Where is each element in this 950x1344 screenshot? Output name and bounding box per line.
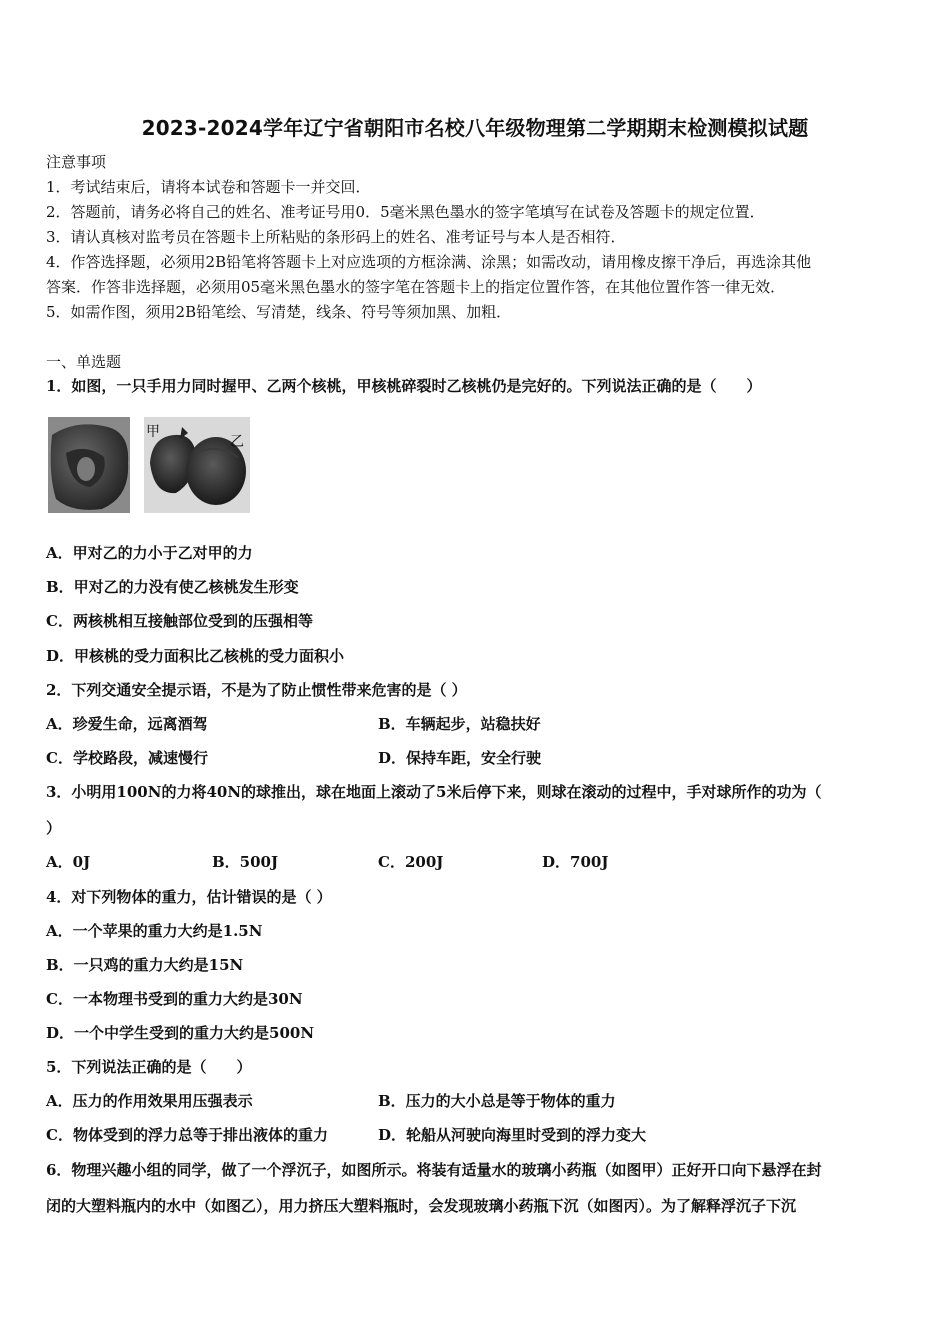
notice-item: 答案．作答非选择题，必须用05毫米黑色墨水的签字笔在答题卡上的指定位置作答，在其他位置作答一律无效． [46, 278, 786, 296]
q2-option-c: C．学校路段，减速慢行 [46, 749, 208, 767]
q4-option-b: B．一只鸡的重力大约是15N [46, 956, 244, 974]
question-3-stem-cont: ） [46, 819, 62, 837]
question-6-line: 6．物理兴趣小组的同学，做了一个浮沉子，如图所示。将装有适量水的玻璃小药瓶（如图甲）正好开口向下悬浮在封 [46, 1161, 822, 1179]
question-3-stem: 3．小明用100N的力将40N的球推出，球在地面上滚动了5米后停下来，则球在滚动的过程中，手对球所作的功为（ [46, 783, 822, 801]
notice-heading: 注意事项 [46, 153, 107, 171]
section-heading: 一、单选题 [46, 353, 122, 371]
notice-item: 4．作答选择题，必须用2B铅笔将答题卡上对应选项的方框涂满、涂黑；如需改动，请用橡皮擦干净后，再选涂其他 [46, 253, 812, 271]
q3-option-c: C．200J [378, 853, 444, 871]
q3-option-d: D．700J [542, 853, 609, 871]
q4-option-d: D．一个中学生受到的重力大约是500N [46, 1024, 315, 1042]
question-5-stem: 5．下列说法正确的是（ ） [46, 1058, 252, 1076]
notice-item: 2．答题前，请务必将自己的姓名、准考证号用0．5毫米黑色墨水的签字笔填写在试卷及答题卡的规定位置． [46, 203, 765, 221]
q5-option-a: A．压力的作用效果用压强表示 [46, 1092, 253, 1110]
walnut-photo [46, 413, 251, 517]
q3-option-a: A．0J [46, 853, 91, 871]
q5-option-d: D．轮船从河驶向海里时受到的浮力变大 [378, 1126, 647, 1144]
page-title: 2023-2024学年辽宁省朝阳市名校八年级物理第二学期期末检测模拟试题 [141, 116, 809, 140]
notice-item: 5．如需作图，须用2B铅笔绘、写清楚，线条、符号等须加黑、加粗． [46, 303, 512, 321]
q5-option-b: B．压力的大小总是等于物体的重力 [378, 1092, 616, 1110]
question-4-stem: 4．对下列物体的重力，估计错误的是（ ） [46, 888, 332, 906]
q5-option-c: C．物体受到的浮力总等于排出液体的重力 [46, 1126, 328, 1144]
question-1-stem: 1．如图，一只手用力同时握甲、乙两个核桃，甲核桃碎裂时乙核桃仍是完好的。下列说法正确的是（ ） [46, 377, 762, 395]
q2-option-d: D．保持车距，安全行驶 [378, 749, 542, 767]
q2-option-b: B．车辆起步，站稳扶好 [378, 715, 541, 733]
q4-option-a: A．一个苹果的重力大约是1.5N [46, 922, 263, 940]
question-2-stem: 2．下列交通安全提示语，不是为了防止惯性带来危害的是（ ） [46, 681, 467, 699]
q1-option-b: B．甲对乙的力没有使乙核桃发生形变 [46, 578, 299, 596]
figure-label-yi: 乙 [230, 434, 244, 450]
figure-label-jia: 甲 [146, 424, 160, 440]
q1-option-d: D．甲核桃的受力面积比乙核桃的受力面积小 [46, 647, 345, 665]
q4-option-c: C．一本物理书受到的重力大约是30N [46, 990, 303, 1008]
q3-option-b: B．500J [212, 853, 279, 871]
question-6-line: 闭的大塑料瓶内的水中（如图乙），用力挤压大塑料瓶时，会发现玻璃小药瓶下沉（如图丙）。为了解释浮沉子下沉 [46, 1197, 797, 1215]
q1-option-c: C．两核桃相互接触部位受到的压强相等 [46, 612, 313, 630]
notice-item: 1．考试结束后，请将本试卷和答题卡一并交回． [46, 178, 371, 196]
q2-option-a: A．珍爱生命，远离酒驾 [46, 715, 208, 733]
q1-option-a: A．甲对乙的力小于乙对甲的力 [46, 544, 253, 562]
notice-item: 3．请认真核对监考员在答题卡上所粘贴的条形码上的姓名、准考证号与本人是否相符． [46, 228, 626, 246]
